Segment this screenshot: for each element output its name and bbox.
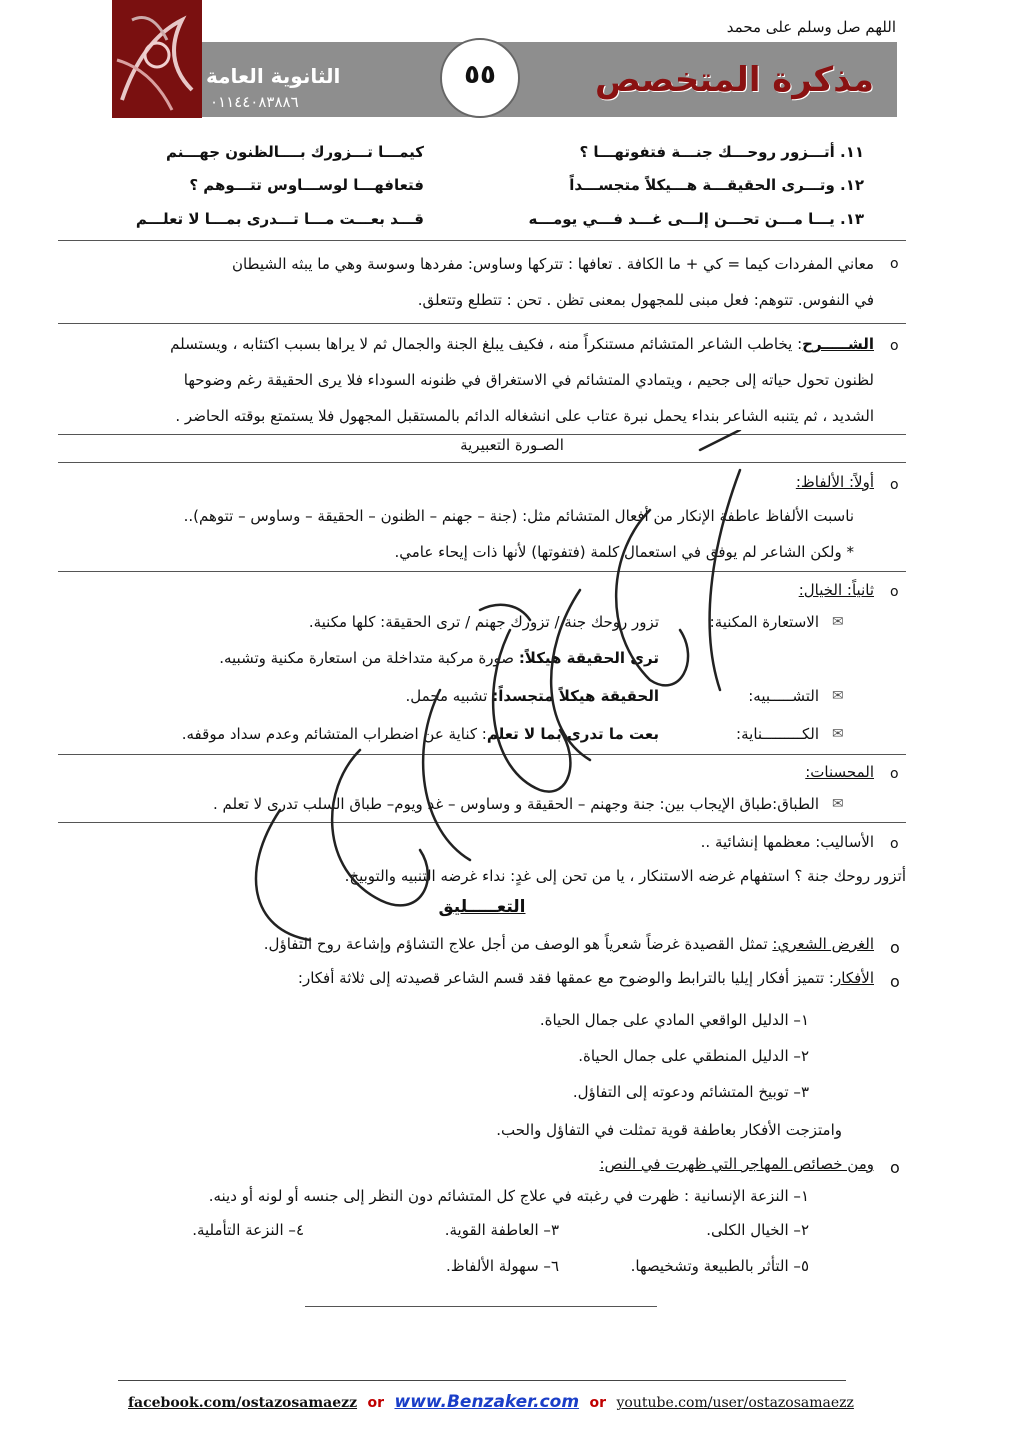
divider xyxy=(58,754,906,755)
words-line-2: * ولكن الشاعر لم يوفق في استعمال كلمة (فتفوتها) لأنها ذات إيحاء عامي. xyxy=(394,543,854,561)
divider xyxy=(58,434,906,435)
envelope-bullet-icon: ✉ xyxy=(832,688,844,704)
poem-line-11-right: ١١. أتـــزور روحـــك جنـــة فتفوتهـــا ؟ xyxy=(579,143,864,161)
idea-item: ١– الدليل الواقعي المادي على جمال الحياة. xyxy=(539,1011,809,1029)
brand-title: مذكرة المتخصص xyxy=(594,60,874,100)
poem-line-12-right: ١٢. وتـــرى الحقيقـــة هـــيكلاً متجســـداً xyxy=(569,176,864,194)
commentary-title: التعـــــليق xyxy=(438,897,526,917)
simile-bold: الحقيقة هيكلاً متجسداً: xyxy=(492,687,659,705)
bullet-icon: o xyxy=(890,256,899,272)
explanation-title: الشـــــرح xyxy=(802,335,874,353)
compound-image-line xyxy=(139,642,659,675)
bullet-icon: o xyxy=(890,836,899,852)
poem-line-12-left: فتعافهـــا لوســـاوس تتـــوهم ؟ xyxy=(189,176,424,194)
trait-item: ٢– الخيال الكلى. xyxy=(706,1221,809,1239)
compound-image-text: صورة مركبة متداخلة من استعارة مكنية وتشبيه. xyxy=(219,649,515,667)
purpose-line xyxy=(74,928,874,961)
envelope-bullet-icon: ✉ xyxy=(832,614,844,630)
words-line-1: ناسبت الألفاظ عاطفة الإنكار من أفعال المتشائم مثل: (جنة – جهنم – الظنون – الحقيقة – وساوس – تتوهم).. xyxy=(183,507,854,525)
facebook-link[interactable]: facebook.com/ostazosamaezz xyxy=(128,1395,358,1411)
benzaker-link[interactable]: www.Benzaker.com xyxy=(394,1392,580,1412)
divider xyxy=(58,323,906,324)
bullet-icon: o xyxy=(890,766,899,782)
envelope-bullet-icon: ✉ xyxy=(832,796,844,812)
footer-links xyxy=(128,1392,854,1412)
ideas-line xyxy=(74,962,874,995)
metaphor-label: الاستعارة المكنية: xyxy=(709,613,819,631)
bullet-icon: o xyxy=(890,1158,900,1177)
brand-subtitle: الثانوية العامة xyxy=(206,64,341,88)
metaphor-text: تزور روحك جنة / تزورك جهنم / ترى الحقيقة: كلها مكنية. xyxy=(308,613,659,631)
footer-divider xyxy=(118,1380,846,1381)
explanation-line-3: الشديد ، ثم يتنبه الشاعر بنداء يحمل نبرة عتاب على انشغاله الدائم بالمستقبل المجهول فلا يستمتع بوقته الحاضر . xyxy=(175,407,874,425)
imagery-heading: الصـورة التعبيرية xyxy=(460,436,564,454)
trait-item: ١– النزعة الإنسانية : ظهرت في رغبته في علاج كل المتشائم دون النظر إلى جنسه أو لونه أو دينه. xyxy=(208,1187,809,1205)
poem-line-13-right: ١٣. يـــا مـــن تحـــن إلـــى غـــد فـــي يومـــه xyxy=(528,210,864,228)
styles-title: الأساليب: معظمها إنشائية .. xyxy=(700,833,874,851)
bullet-icon: o xyxy=(890,338,899,354)
divider xyxy=(58,240,906,241)
divider xyxy=(58,822,906,823)
page-number-badge xyxy=(440,38,520,118)
ideas-blend: وامتزجت الأفكار بعاطفة قوية تمثلت في التفاؤل والحب. xyxy=(496,1121,842,1139)
simile-line xyxy=(199,680,659,713)
prayer-text: اللهم صل وسلم على محمد xyxy=(726,18,896,36)
divider xyxy=(58,462,906,463)
poem-line-13-left: قـــد بعـــت مـــا تـــدرى بمـــا لا تعلـــم xyxy=(135,210,424,228)
or-separator: or xyxy=(367,1395,385,1411)
bullet-icon: o xyxy=(890,584,899,600)
metonymy-label: الكـــــــــناية: xyxy=(736,725,819,743)
purpose-text: تمثل القصيدة غرضاً شعرياً هو الوصف من أجل علاج التشاؤم وإشاعة روح التفاؤل. xyxy=(263,935,768,953)
vocab-line-2: في النفوس. تتوهم: فعل مبنى للمجهول بمعنى تظن . تحن : تتطلع وتتعلق. xyxy=(417,291,874,309)
purpose-label: الغرض الشعري: xyxy=(772,935,874,953)
embellishments-title: المحسنات: xyxy=(805,763,874,781)
vocab-line-1: معاني المفردات كيما = كي + ما الكافة . تعافها : تتركها وساوس: مفردها وسوسة وهي ما يبثه الشيطان xyxy=(231,255,874,273)
bullet-icon: o xyxy=(890,938,900,957)
explanation-text-1: : يخاطب الشاعر المتشائم مستنكراً منه ، فكيف يبلغ الجنة والجمال ثم لا يراها بسبب اكتئابه ، ويستسلم xyxy=(170,335,803,353)
explanation-line-2: لظنون تحول حياته إلى جحيم ، ويتمادي المتشائم في الاستغراق في ظنونه السوداء فلا يرى الحقيقة رغم وضوحها xyxy=(183,371,874,389)
explanation-line-1 xyxy=(54,328,874,361)
trait-item: ٥– التأثر بالطبيعة وتشخيصها. xyxy=(630,1257,809,1275)
bullet-icon: o xyxy=(890,477,899,493)
phone-number: ٠١١٤٤٠٨٣٨٨٦ xyxy=(210,93,299,111)
traits-title: ومن خصائص المهاجر التي ظهرت في النص: xyxy=(599,1155,874,1173)
simile-label: التشـــــبيه: xyxy=(748,687,819,705)
metonymy-line xyxy=(119,718,659,751)
simile-text: تشبيه مجمل. xyxy=(405,687,488,705)
trait-item: ٦– سهولة الألفاظ. xyxy=(445,1257,559,1275)
words-title: أولاً: الألفاظ: xyxy=(795,473,874,491)
metonymy-text: : كناية عن اضطراب المتشائم وعدم سداد موقفه. xyxy=(181,725,487,743)
idea-item: ٢– الدليل المنطقي على جمال الحياة. xyxy=(578,1047,809,1065)
divider xyxy=(305,1306,657,1307)
youtube-link[interactable]: youtube.com/user/ostazosamaezz xyxy=(616,1395,854,1411)
embellishments-line: الطباق:طباق الإيجاب بين: جنة وجهنم – الحقيقة و وساوس – غد ويوم– طباق السلب تدرى لا تعلم . xyxy=(212,795,819,813)
poem-line-11-left: كيمـــا تـــزورك بــــالظنون جهـــنم xyxy=(166,143,424,161)
imagination-title: ثانياً: الخيال: xyxy=(798,581,874,599)
idea-item: ٣– توبيخ المتشائم ودعوته إلى التفاؤل. xyxy=(572,1083,809,1101)
divider xyxy=(58,571,906,572)
trait-item: ٤– النزعة التأملية. xyxy=(192,1221,304,1239)
metonymy-bold: بعت ما تدرى بما لا تعلم xyxy=(486,725,659,743)
ideas-text: : تتميز أفكار إيليا بالترابط والوضوح مع عمقها فقد قسم الشاعر قصيدته إلى ثلاثة أفكار: xyxy=(297,969,834,987)
styles-line: أتزور روحك جنة ؟ استفهام غرضه الاستنكار ، يا من تحن إلى غدٍ: نداء غرضه التنبيه والتوبيخ. xyxy=(344,867,906,885)
ornament-logo xyxy=(112,0,202,118)
ideas-label: الأفكار xyxy=(834,969,874,987)
arabesque-icon xyxy=(112,0,202,118)
page-number: ٥٥ xyxy=(464,60,496,90)
bullet-icon: o xyxy=(890,972,900,991)
envelope-bullet-icon: ✉ xyxy=(832,726,844,742)
compound-image-bold: ترى الحقيقة هيكلاً: xyxy=(518,649,659,667)
trait-item: ٣– العاطفة القوية. xyxy=(444,1221,559,1239)
or-separator: or xyxy=(589,1395,607,1411)
